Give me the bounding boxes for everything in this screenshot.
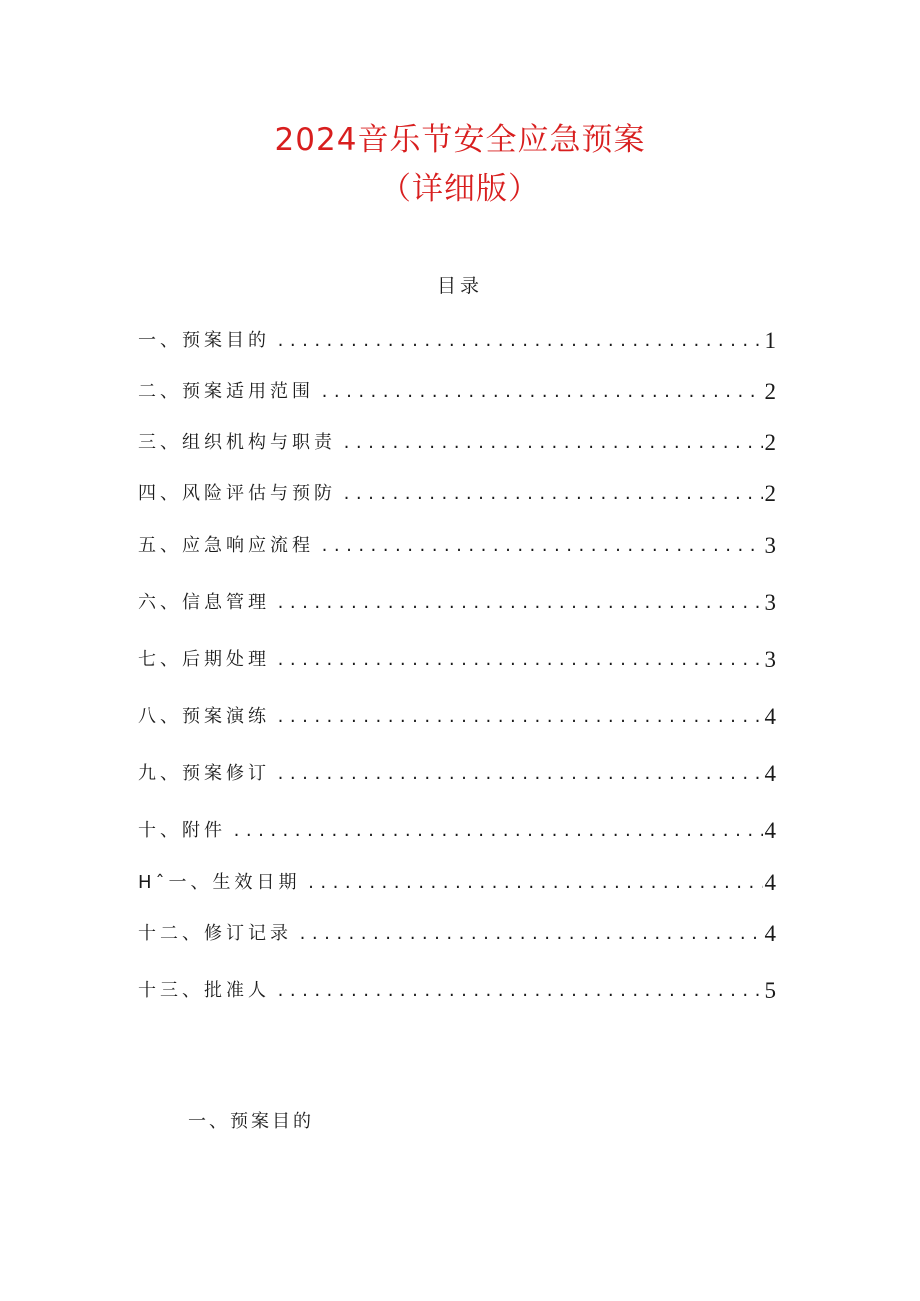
toc-dot-leader	[298, 922, 763, 946]
toc-entry-page: 2	[764, 430, 776, 455]
toc-dot-leader	[342, 482, 763, 506]
toc-entry	[138, 376, 776, 404]
section-heading: 一、预案目的	[188, 1111, 314, 1132]
toc-heading: 目录	[436, 275, 483, 297]
toc-entry	[138, 644, 776, 672]
toc-entry	[138, 701, 776, 729]
document-title: 2024音乐节安全应急预案	[274, 122, 646, 158]
toc-entry-page: 4	[764, 870, 776, 895]
document-subtitle: （详细版）	[380, 171, 540, 207]
toc-entry-label: 十三、批准人	[138, 980, 270, 1001]
toc-entry-label: 七、后期处理	[138, 649, 270, 670]
toc-entry-label: 一、预案目的	[138, 330, 270, 351]
toc-dot-leader	[276, 648, 763, 672]
toc-entry	[138, 427, 776, 455]
toc-entry	[138, 758, 776, 786]
toc-entry	[138, 918, 776, 946]
toc-entry	[138, 325, 776, 353]
toc-entry	[138, 867, 776, 895]
toc-entry-page: 4	[764, 921, 776, 946]
toc-entry-label: 十二、修订记录	[138, 923, 292, 944]
toc-entry	[138, 815, 776, 843]
toc-dot-leader	[276, 329, 763, 353]
toc-dot-leader	[342, 431, 763, 455]
toc-entry-page: 3	[764, 590, 776, 615]
toc-entry	[138, 975, 776, 1003]
toc-dot-leader	[276, 979, 763, 1003]
toc-entry-label: 五、应急响应流程	[138, 535, 314, 556]
toc-entry-page: 2	[764, 379, 776, 404]
toc-dot-leader	[276, 762, 763, 786]
toc-entry	[138, 478, 776, 506]
toc-entry-page: 5	[764, 978, 776, 1003]
toc-entry-label: 八、预案演练	[138, 706, 270, 727]
toc-entry-label: 九、预案修订	[138, 763, 270, 784]
toc-entry-label: Hˆ一、生效日期	[138, 872, 301, 893]
toc-entry-page: 4	[764, 818, 776, 843]
toc-entry-label: 六、信息管理	[138, 592, 270, 613]
toc-dot-leader	[307, 871, 763, 895]
toc-entry-label: 十、附件	[138, 820, 226, 841]
toc-dot-leader	[320, 380, 763, 404]
toc-dot-leader	[276, 591, 763, 615]
toc-entry-page: 2	[764, 481, 776, 506]
toc-entry-page: 4	[764, 761, 776, 786]
toc-entry-page: 3	[764, 533, 776, 558]
toc-dot-leader	[276, 705, 763, 729]
toc-entry	[138, 587, 776, 615]
toc-entry-page: 3	[764, 647, 776, 672]
toc-entry-label: 三、组织机构与职责	[138, 432, 336, 453]
toc-entry-page: 1	[764, 328, 776, 353]
toc-entry-label: 四、风险评估与预防	[138, 483, 336, 504]
toc-dot-leader	[232, 819, 763, 843]
toc-entry-page: 4	[764, 704, 776, 729]
toc-entry-label: 二、预案适用范围	[138, 381, 314, 402]
toc-dot-leader	[320, 534, 763, 558]
toc-entry	[138, 530, 776, 558]
